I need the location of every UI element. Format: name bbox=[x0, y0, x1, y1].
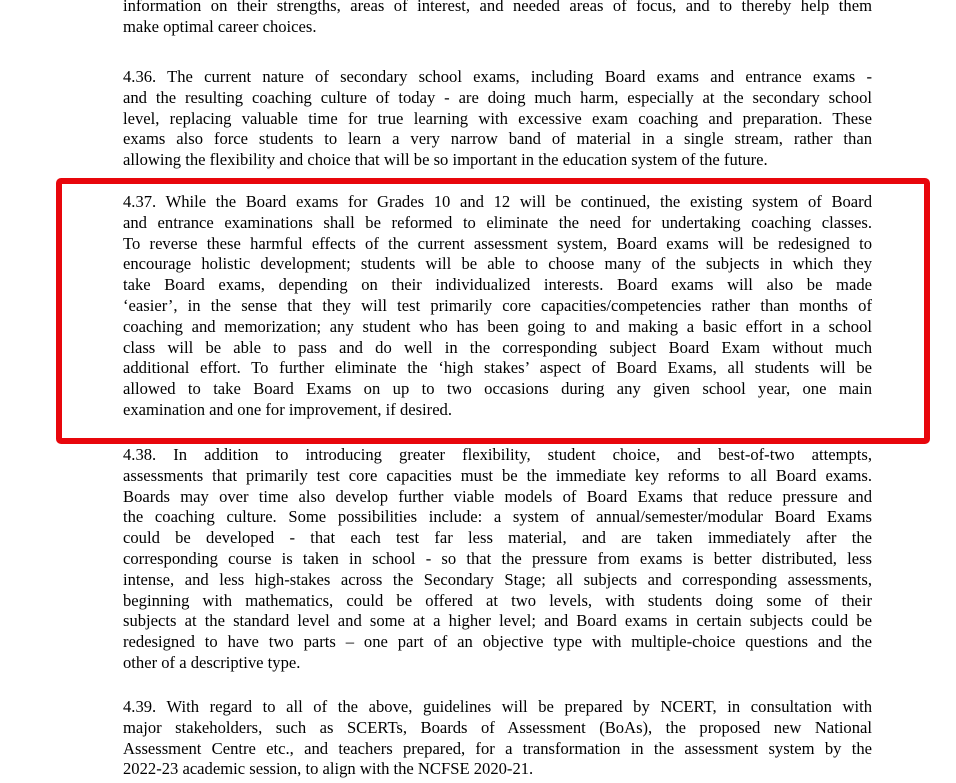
text-line: additional effort. To further eliminate the ‘high stakes’ aspect of Board Exams, all students will be bbox=[123, 358, 872, 378]
text-line: intense, and less high-stakes across the Secondary Stage; all subjects and corresponding assessments, bbox=[123, 569, 872, 589]
text-line: make optimal career choices. bbox=[123, 16, 317, 36]
text-line: and entrance examinations shall be reformed to eliminate the need for undertaking coaching classes. bbox=[123, 212, 872, 232]
text-line: level, replacing valuable time for true learning with excessive exam coaching and preparation. These bbox=[123, 108, 872, 128]
text-line: subjects at the standard level and some at a higher level; and Board exams in certain subjects could be bbox=[123, 611, 872, 631]
text-line: To reverse these harmful effects of the current assessment system, Board exams will be redesigned to bbox=[123, 233, 872, 253]
text-line: corresponding course is taken in school - so that the pressure from exams is better distributed, less bbox=[123, 548, 872, 568]
text-line: could be developed - that each test far less material, and are taken immediately after the bbox=[123, 528, 872, 548]
text-line: 4.36. The current nature of secondary school exams, including Board exams and entrance exams - bbox=[123, 67, 872, 86]
text-line: encourage holistic development; students will be able to choose many of the subjects in which they bbox=[123, 254, 872, 274]
text-line: beginning with mathematics, could be offered at two levels, with students doing some of their bbox=[123, 590, 872, 610]
text-line: ‘easier’, in the sense that they will test primarily core capacities/competencies rather than months of bbox=[123, 295, 872, 315]
text-line: assessments that primarily test core capacities must be the immediate key reforms to all Board exams. bbox=[123, 465, 872, 485]
text-line: examination and one for improvement, if desired. bbox=[123, 399, 453, 419]
text-line: Assessment Centre etc., and teachers prepared, for a transformation in the assessment system by the bbox=[123, 738, 872, 758]
text-line: the coaching culture. Some possibilities include: a system of annual/semester/modular Board Exams bbox=[123, 507, 872, 527]
paragraph-4-36 bbox=[123, 67, 872, 171]
text-line: information on their strengths, areas of interest, and needed areas of focus, and to thereby help them bbox=[123, 0, 872, 15]
text-line: 4.37. While the Board exams for Grades 10 and 12 will be continued, the existing system of Board bbox=[123, 192, 872, 211]
text-line: redesigned to have two parts – one part of an objective type with multiple-choice questions and the bbox=[123, 632, 872, 652]
paragraph-4-38 bbox=[123, 445, 872, 674]
text-line: take Board exams, depending on their individualized interests. Board exams will also be made bbox=[123, 275, 872, 295]
paragraph-continued bbox=[123, 0, 872, 38]
text-line: 4.38. In addition to introducing greater flexibility, student choice, and best-of-two attempts, bbox=[123, 445, 872, 464]
text-line: 2022-23 academic session, to align with the NCFSE 2020-21. bbox=[123, 759, 534, 779]
text-line: other of a descriptive type. bbox=[123, 652, 301, 672]
text-line: allowing the flexibility and choice that will be so important in the education system of the future. bbox=[123, 150, 768, 170]
paragraph-4-39 bbox=[123, 697, 872, 780]
text-line: and the resulting coaching culture of today - are doing much harm, especially at the secondary school bbox=[123, 87, 872, 107]
text-line: coaching and memorization; any student who has been going to and making a basic effort in a school bbox=[123, 316, 872, 336]
text-line: allowed to take Board Exams on up to two occasions during any given school year, one main bbox=[123, 379, 872, 399]
text-line: Boards may over time also develop further viable models of Board Exams that reduce pressure and bbox=[123, 486, 872, 506]
text-line: exams also force students to learn a very narrow band of material in a single stream, rather than bbox=[123, 129, 872, 149]
text-line: major stakeholders, such as SCERTs, Boards of Assessment (BoAs), the proposed new National bbox=[123, 717, 872, 737]
text-line: class will be able to pass and do well in the corresponding subject Board Exam without much bbox=[123, 337, 872, 357]
text-line: 4.39. With regard to all of the above, guidelines will be prepared by NCERT, in consultation with bbox=[123, 697, 872, 716]
paragraph-4-37 bbox=[123, 192, 872, 421]
